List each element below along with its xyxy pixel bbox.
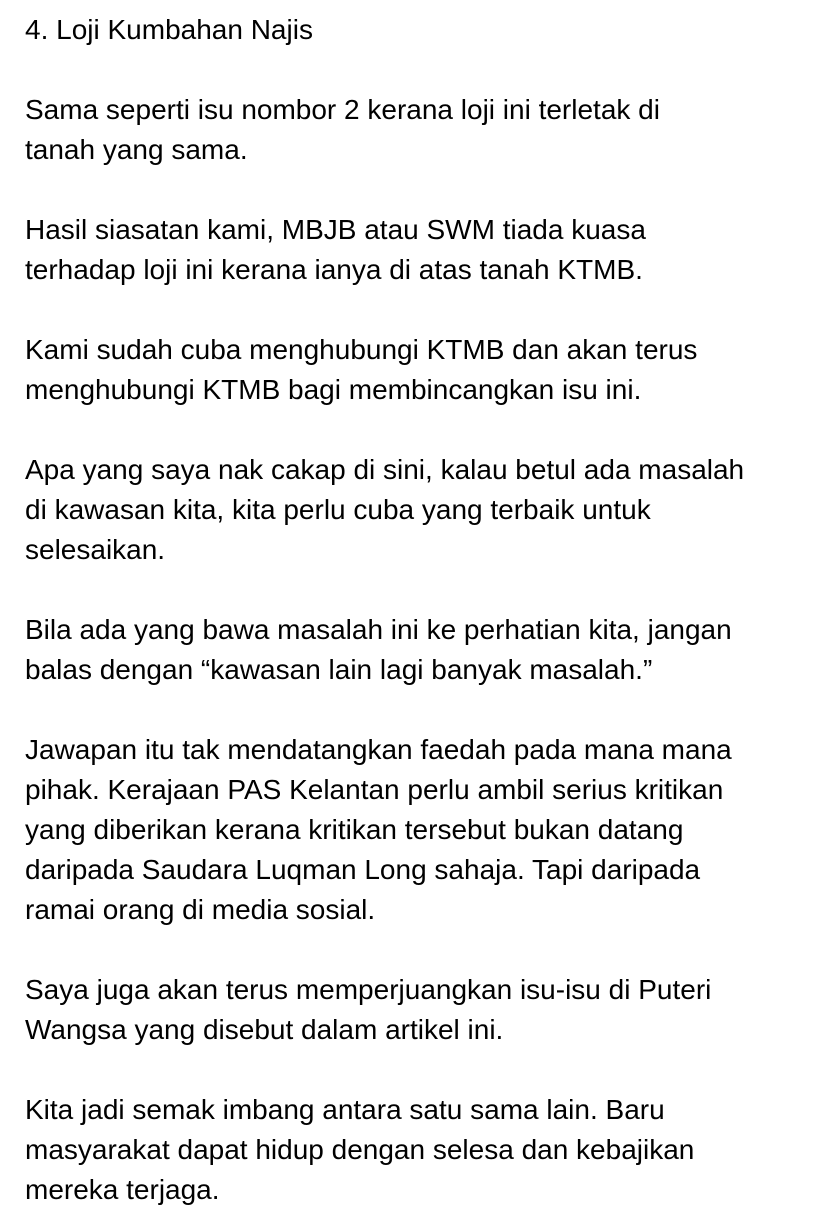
paragraph-line: Saya juga akan terus memperjuangkan isu-isu di Puteri	[25, 974, 712, 1005]
paragraph-line: Jawapan itu tak mendatangkan faedah pada mana mana	[25, 734, 732, 765]
paragraph-6	[25, 730, 815, 930]
article-body	[25, 10, 815, 1210]
paragraph-line: yang diberikan kerana kritikan tersebut bukan datang	[25, 814, 684, 845]
paragraph-line: Apa yang saya nak cakap di sini, kalau betul ada masalah	[25, 454, 745, 485]
paragraph-1	[25, 90, 815, 170]
paragraph-line: Kita jadi semak imbang antara satu sama lain. Baru	[25, 1094, 665, 1125]
paragraph-line: Wangsa yang disebut dalam artikel ini.	[25, 1014, 504, 1045]
paragraph-line: Sama seperti isu nombor 2 kerana loji ini terletak di	[25, 94, 660, 125]
heading-text: 4. Loji Kumbahan Najis	[25, 14, 313, 45]
paragraph-4	[25, 450, 815, 570]
paragraph-line: Kami sudah cuba menghubungi KTMB dan akan terus	[25, 334, 698, 365]
paragraph-3	[25, 330, 815, 410]
paragraph-line: tanah yang sama.	[25, 134, 248, 165]
paragraph-line: balas dengan “kawasan lain lagi banyak masalah.”	[25, 654, 653, 685]
paragraph-line: daripada Saudara Luqman Long sahaja. Tapi daripada	[25, 854, 701, 885]
paragraph-line: masyarakat dapat hidup dengan selesa dan kebajikan	[25, 1134, 695, 1165]
paragraph-5	[25, 610, 815, 690]
paragraph-line: menghubungi KTMB bagi membincangkan isu ini.	[25, 374, 642, 405]
article-heading	[25, 10, 815, 50]
paragraph-line: pihak. Kerajaan PAS Kelantan perlu ambil serius kritikan	[25, 774, 724, 805]
paragraph-line: selesaikan.	[25, 534, 166, 565]
paragraph-line: di kawasan kita, kita perlu cuba yang terbaik untuk	[25, 494, 651, 525]
paragraph-line: Hasil siasatan kami, MBJB atau SWM tiada kuasa	[25, 214, 646, 245]
paragraph-line: Bila ada yang bawa masalah ini ke perhatian kita, jangan	[25, 614, 732, 645]
paragraph-2	[25, 210, 815, 290]
paragraph-8	[25, 1090, 815, 1210]
paragraph-line: terhadap loji ini kerana ianya di atas tanah KTMB.	[25, 254, 643, 285]
paragraph-7	[25, 970, 815, 1050]
paragraph-line: ramai orang di media sosial.	[25, 894, 376, 925]
paragraph-line: mereka terjaga.	[25, 1174, 220, 1205]
